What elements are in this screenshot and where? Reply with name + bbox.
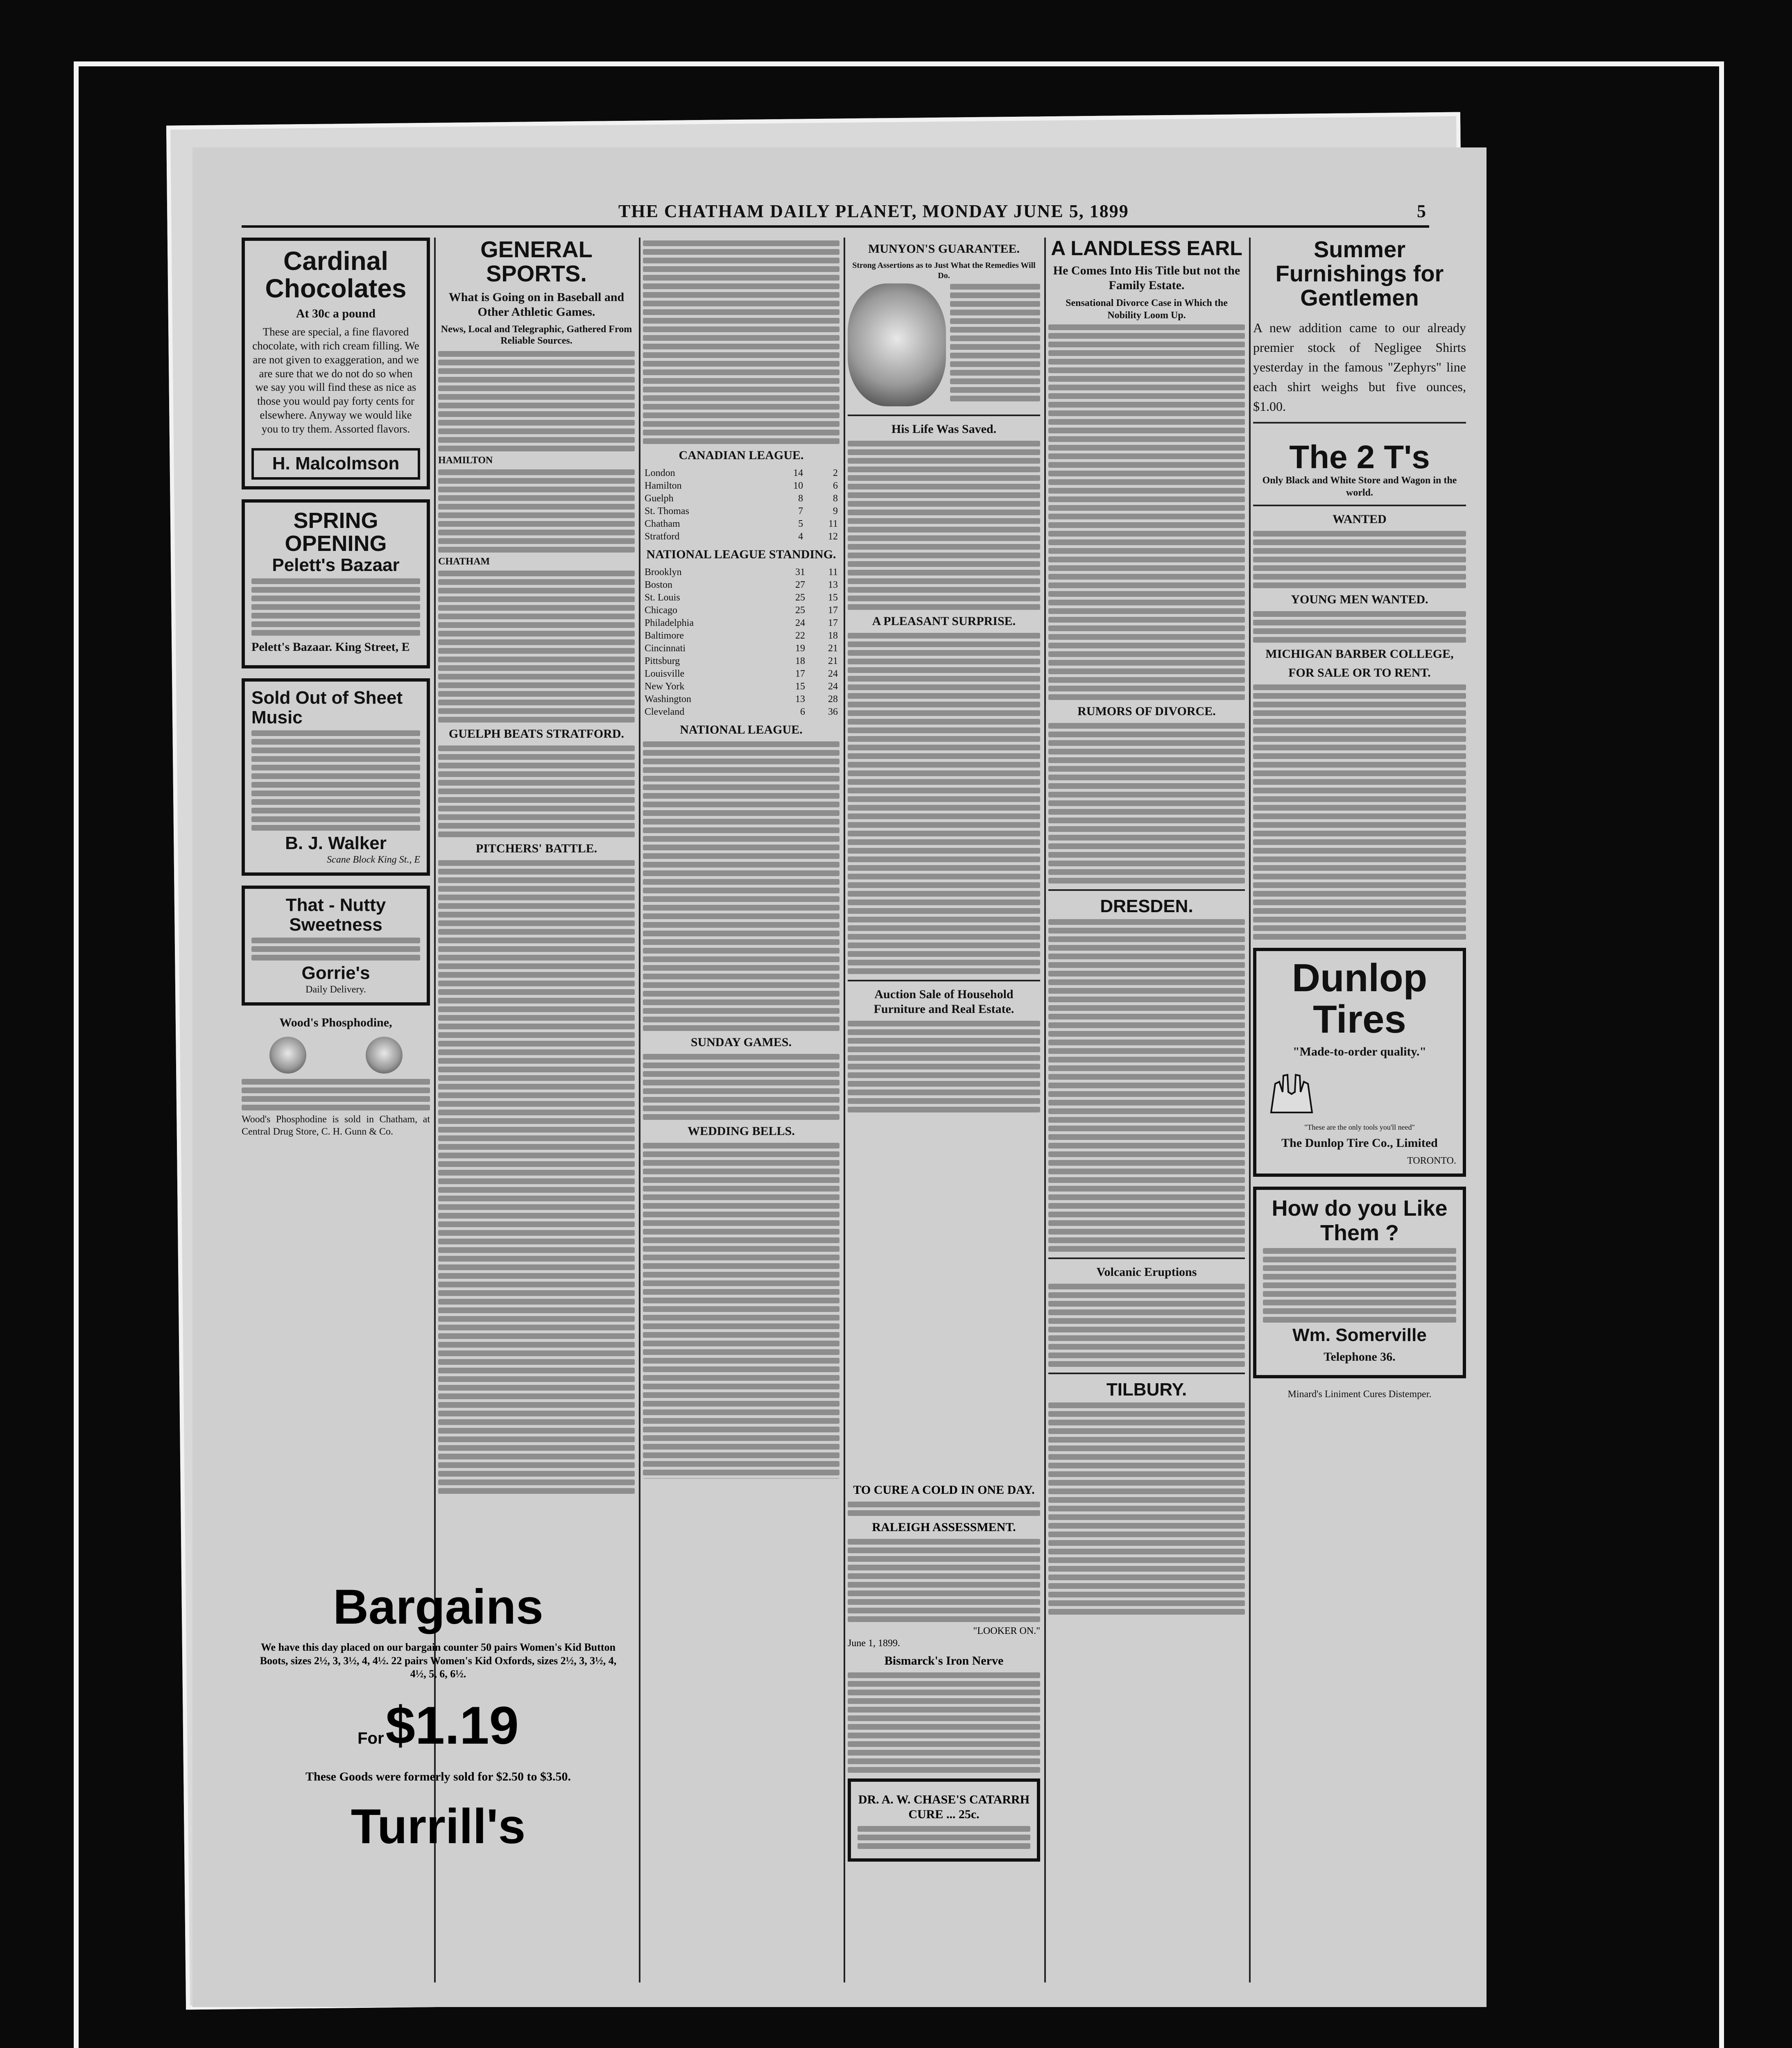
team-name: London [645, 468, 675, 478]
team-name: St. Louis [645, 592, 680, 603]
wins: 8 [798, 493, 803, 504]
life-saved-heading: His Life Was Saved. [891, 422, 997, 436]
team-name: Cleveland [645, 707, 685, 717]
team-name: Pittsburg [645, 656, 680, 666]
team-name: Baltimore [645, 630, 684, 641]
standings-row [643, 505, 839, 518]
woods-title: Wood's Phosphodine, [279, 1015, 392, 1029]
losses: 28 [828, 694, 838, 705]
wins: 13 [795, 694, 805, 705]
team-name: Cincinnati [645, 643, 686, 654]
wins: 18 [795, 656, 805, 666]
sports-title: GENERAL SPORTS. [480, 238, 593, 286]
wanted-heading: WANTED [1333, 512, 1387, 526]
wins: 31 [795, 567, 805, 578]
sheet-music-address: Scane Block King St., E [327, 854, 420, 865]
standings-row [643, 668, 839, 680]
sunday-games-title: SUNDAY GAMES. [690, 1035, 792, 1049]
guelph-heading: GUELPH BEATS STRATFORD. [448, 727, 624, 741]
standings-row [643, 655, 839, 668]
wins: 4 [798, 531, 803, 542]
losses: 8 [833, 493, 838, 504]
dunlop-caption: "These are the only tools you'll need" [1304, 1123, 1415, 1131]
national-standing-title: NATIONAL LEAGUE STANDING. [646, 548, 836, 561]
wins: 24 [795, 618, 805, 628]
spring-subtitle: Pelett's Bazaar [272, 555, 400, 575]
dunlop-tagline: "Made-to-order quality." [1292, 1044, 1427, 1058]
spring-footer: Pelett's Bazaar. King Street, E [251, 640, 410, 654]
team-name: St. Thomas [645, 506, 689, 517]
team-name: Washington [645, 694, 692, 705]
losses: 2 [833, 468, 838, 478]
standings-row [643, 480, 839, 492]
wins: 25 [795, 605, 805, 616]
gorrie-ad [242, 886, 430, 1006]
losses: 11 [828, 567, 838, 578]
losses: 24 [828, 668, 838, 679]
team-name: Louisville [645, 668, 685, 679]
young-men-heading: YOUNG MEN WANTED. [1291, 593, 1428, 607]
losses: 12 [828, 531, 838, 542]
sheet-music-signature: B. J. Walker [285, 833, 387, 854]
sports-subtitle: What is Going on in Baseball and Other Athletic Games. [448, 290, 624, 319]
losses: 6 [833, 480, 838, 491]
notices-block [848, 1479, 1040, 1982]
standings-row [643, 518, 839, 530]
wins: 25 [795, 592, 805, 603]
sports-kicker: News, Local and Telegraphic, Gathered From Reliable Sources. [441, 324, 632, 347]
column-standings [643, 238, 839, 1479]
cardinal-title: Cardinal Chocolates [265, 246, 407, 304]
column-right-ads [1253, 238, 1466, 1982]
dunlop-company: The Dunlop Tire Co., Limited [1281, 1136, 1438, 1150]
rumors-heading: RUMORS OF DIVORCE. [1077, 704, 1216, 718]
standings-row [643, 630, 839, 642]
standings-row [643, 680, 839, 693]
team-name: Stratford [645, 531, 680, 542]
losses: 9 [833, 506, 838, 517]
column-earl [1048, 238, 1245, 1982]
gorrie-name: Gorrie's [301, 963, 370, 983]
two-t-note: Only Black and White Store and Wagon in the world. [1262, 475, 1457, 498]
team-name: New York [645, 681, 685, 692]
munyon-subtitle: Strong Assertions as to Just What the Remedies Will Do. [852, 261, 1036, 280]
earl-subtitle: He Comes Into His Title but not the Family Estate. [1053, 263, 1240, 292]
wins: 5 [798, 519, 803, 529]
cold-heading: TO CURE A COLD IN ONE DAY. [853, 1483, 1035, 1497]
earl-kicker: Sensational Divorce Case in Which the Nobility Loom Up. [1066, 297, 1228, 321]
woods-before-image [269, 1037, 306, 1074]
volcanic-heading: Volcanic Eruptions [1096, 1265, 1197, 1279]
team-name: Brooklyn [645, 567, 682, 578]
losses: 18 [828, 630, 838, 641]
newspaper-page [192, 147, 1487, 2007]
tilbury-heading: TILBURY. [1106, 1379, 1187, 1400]
column-munyon [848, 238, 1040, 1479]
losses: 13 [828, 580, 838, 590]
somerville-ad [1253, 1187, 1466, 1378]
pleasant-surprise-heading: A PLEASANT SURPRISE. [872, 614, 1016, 628]
wins: 14 [793, 468, 803, 478]
losses: 36 [828, 707, 838, 717]
standings-row [643, 566, 839, 579]
standings-row [643, 604, 839, 617]
hands-icon [1263, 1067, 1320, 1117]
standings-row [643, 467, 839, 480]
wins: 10 [793, 480, 803, 491]
somerville-title: How do you Like Them ? [1272, 1196, 1448, 1245]
bargains-title: Bargains [333, 1579, 543, 1634]
team-name: Philadelphia [645, 618, 694, 628]
bargains-ad [242, 1573, 635, 1982]
box-team-2: CHATHAM [438, 556, 490, 567]
summer-title: Summer Furnishings for Gentlemen [1275, 238, 1444, 310]
earl-title: A LANDLESS EARL [1051, 238, 1242, 260]
standings-row [643, 706, 839, 718]
losses: 15 [828, 592, 838, 603]
losses: 11 [828, 519, 838, 529]
standings-row [643, 530, 839, 543]
somerville-name: Wm. Somerville [1292, 1325, 1427, 1346]
cardinal-price: At 30c a pound [296, 307, 376, 321]
spring-opening-ad [242, 499, 430, 668]
wins: 27 [795, 580, 805, 590]
standings-row [643, 579, 839, 591]
woods-ad [242, 1015, 430, 1138]
dresden-heading: DRESDEN. [1100, 896, 1193, 916]
team-name: Chatham [645, 519, 680, 529]
page-number: 5 [1417, 201, 1427, 221]
bargains-for: For [357, 1729, 384, 1747]
wins: 6 [800, 707, 805, 717]
gorrie-note: Daily Delivery. [305, 984, 366, 995]
losses: 21 [828, 656, 838, 666]
canadian-league-title: CANADIAN LEAGUE. [679, 449, 804, 462]
auction-heading: Auction Sale of Household Furniture and Real Estate. [873, 988, 1014, 1016]
letter-date: June 1, 1899. [848, 1638, 900, 1649]
two-t-title: The 2 T's [1289, 439, 1430, 476]
losses: 17 [828, 618, 838, 628]
woods-after-image [366, 1037, 403, 1074]
standings-row [643, 591, 839, 604]
cardinal-body: These are special, a fine flavored chocolate, with rich cream filling. We are not given to exaggeration, and we are sure that we do not do so when we say you will find these as nice as those you would pay forty cents for elsewhere. Anyway we would like you to try them. Assorted flavors. [252, 326, 419, 435]
dunlop-ad [1253, 948, 1466, 1177]
wedding-bells-title: WEDDING BELLS. [688, 1124, 795, 1138]
canadian-league-table [643, 467, 839, 543]
standings-row [643, 617, 839, 630]
national-league-table [643, 566, 839, 718]
sheet-music-ad [242, 678, 430, 876]
wins: 22 [795, 630, 805, 641]
masthead [242, 201, 1429, 228]
box-team-1: HAMILTON [438, 455, 493, 466]
standings-row [643, 492, 839, 505]
team-name: Chicago [645, 605, 677, 616]
woods-tagline: Wood's Phosphodine is sold in Chatham, at Central Drug Store, C. H. Gunn & Co. [242, 1114, 430, 1137]
cardinal-ad [242, 238, 430, 489]
standings-row [643, 642, 839, 655]
munyon-portrait [848, 283, 946, 406]
summer-body: A new addition came to our already premier stock of Negligee Shirts yesterday in the famous "Zephyrs" line each shirt weighs but five ounces, $1.00. [1253, 320, 1466, 414]
team-name: Boston [645, 580, 673, 590]
minard-note: Minard's Liniment Cures Distemper. [1287, 1389, 1432, 1400]
team-name: Guelph [645, 493, 674, 504]
wins: 15 [795, 681, 805, 692]
bismarck-heading: Bismarck's Iron Nerve [884, 1654, 1004, 1667]
summer-ad [1253, 238, 1466, 416]
bargains-price: $1.19 [385, 1695, 519, 1755]
bargains-formerly: These Goods were formerly sold for $2.50 to $3.50. [305, 1770, 571, 1783]
masthead-title: THE CHATHAM DAILY PLANET, MONDAY JUNE 5, 1899 [618, 201, 1129, 221]
looker-on: "LOOKER ON." [973, 1626, 1040, 1636]
wins: 17 [795, 668, 805, 679]
bargains-body: We have this day placed on our bargain counter 50 pairs Women's Kid Button Boots, sizes 2½, 3, 3½, 4, 4½. 22 pairs Women's Kid Oxfords, sizes 2½, 3, 3½, 4, 4½, 5, 6, 6½. [260, 1641, 617, 1680]
losses: 24 [828, 681, 838, 692]
spring-title: SPRING OPENING [285, 508, 387, 556]
dunlop-city: TORONTO. [1407, 1155, 1456, 1167]
bargains-store: Turrill's [351, 1799, 526, 1854]
national-league-title: NATIONAL LEAGUE. [680, 723, 803, 736]
wins: 19 [795, 643, 805, 654]
gorrie-title: That - Nutty Sweetness [285, 895, 386, 935]
losses: 17 [828, 605, 838, 616]
raleigh-heading: RALEIGH ASSESSMENT. [872, 1520, 1016, 1534]
dunlop-title: Dunlop Tires [1292, 956, 1428, 1042]
for-sale-heading: FOR SALE OR TO RENT. [1288, 666, 1431, 680]
standings-row [643, 693, 839, 706]
wins: 7 [798, 506, 803, 517]
barber-college: MICHIGAN BARBER COLLEGE, [1265, 647, 1454, 661]
somerville-phone: Telephone 36. [1324, 1350, 1396, 1364]
cardinal-signature: H. Malcolmson [251, 448, 420, 479]
chase-ad [848, 1778, 1040, 1862]
team-name: Hamilton [645, 480, 682, 491]
sheet-music-title: Sold Out of Sheet Music [251, 687, 403, 727]
pitchers-heading: PITCHERS' BATTLE. [475, 842, 597, 856]
losses: 21 [828, 643, 838, 654]
chase-title: DR. A. W. CHASE'S CATARRH CURE ... 25c. [858, 1793, 1030, 1821]
munyon-title: MUNYON'S GUARANTEE. [868, 242, 1020, 256]
